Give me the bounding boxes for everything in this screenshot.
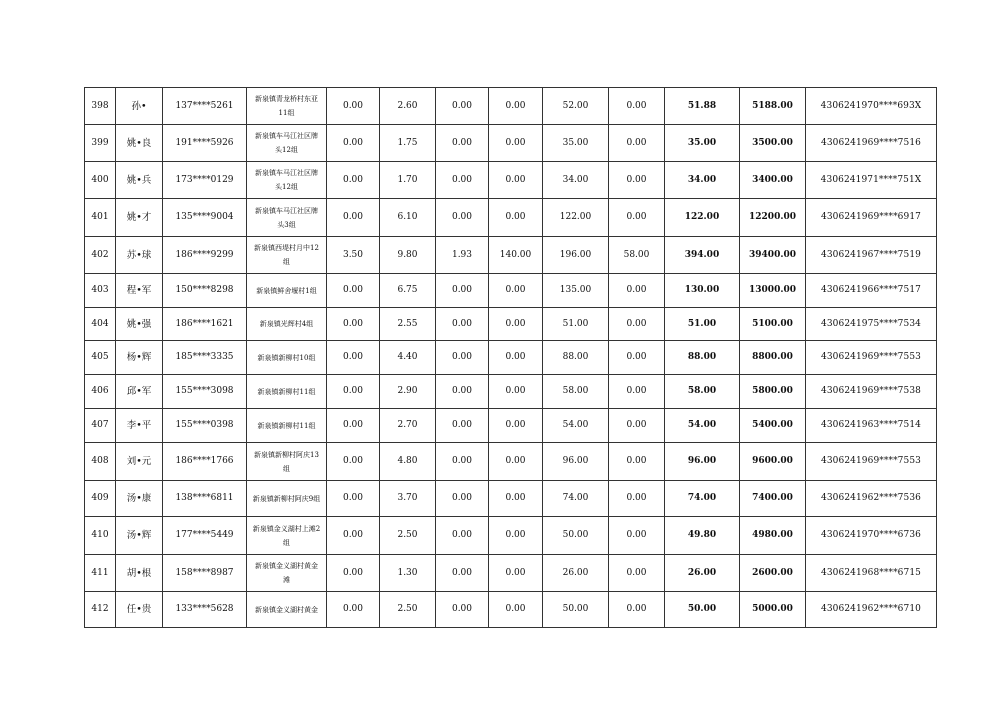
- cell-value-col-2: 6.10: [380, 199, 436, 237]
- cell-row-number: 407: [85, 409, 116, 443]
- cell-address: 新泉镇鲜舍堰村1组: [247, 274, 327, 308]
- cell-row-number: 406: [85, 375, 116, 409]
- cell-value-col-4: 0.00: [489, 308, 543, 341]
- cell-value-col-4: 0.00: [489, 409, 543, 443]
- cell-amount: 4980.00: [740, 517, 806, 555]
- cell-value-col-5: 58.00: [543, 375, 609, 409]
- cell-value-col-2: 2.55: [380, 308, 436, 341]
- cell-total-value: 50.00: [665, 592, 740, 628]
- cell-row-number: 404: [85, 308, 116, 341]
- cell-value-col-5: 74.00: [543, 481, 609, 517]
- cell-value-col-1: 0.00: [327, 555, 380, 592]
- cell-name: 杨•辉: [116, 341, 163, 375]
- cell-id-number: 4306241962****6710: [806, 592, 937, 628]
- cell-row-number: 411: [85, 555, 116, 592]
- cell-row-number: 398: [85, 88, 116, 125]
- table-row: [85, 199, 937, 237]
- cell-value-col-4: 0.00: [489, 592, 543, 628]
- cell-total-value: 96.00: [665, 443, 740, 481]
- cell-value-col-6: 0.00: [609, 592, 665, 628]
- cell-value-col-3: 0.00: [436, 481, 489, 517]
- cell-name: 汤•康: [116, 481, 163, 517]
- cell-name: 李•平: [116, 409, 163, 443]
- cell-row-number: 412: [85, 592, 116, 628]
- cell-phone: 191****5926: [163, 125, 247, 162]
- cell-value-col-5: 54.00: [543, 409, 609, 443]
- cell-total-value: 51.00: [665, 308, 740, 341]
- cell-value-col-5: 51.00: [543, 308, 609, 341]
- cell-value-col-4: 0.00: [489, 517, 543, 555]
- cell-value-col-6: 0.00: [609, 443, 665, 481]
- cell-value-col-4: 0.00: [489, 341, 543, 375]
- cell-phone: 177****5449: [163, 517, 247, 555]
- cell-value-col-1: 0.00: [327, 443, 380, 481]
- cell-value-col-2: 2.60: [380, 88, 436, 125]
- cell-value-col-4: 0.00: [489, 162, 543, 199]
- cell-value-col-3: 0.00: [436, 274, 489, 308]
- cell-value-col-1: 0.00: [327, 517, 380, 555]
- cell-value-col-5: 135.00: [543, 274, 609, 308]
- cell-value-col-5: 96.00: [543, 443, 609, 481]
- table-body: [85, 88, 937, 628]
- cell-row-number: 405: [85, 341, 116, 375]
- cell-value-col-6: 58.00: [609, 237, 665, 274]
- cell-value-col-6: 0.00: [609, 375, 665, 409]
- cell-value-col-3: 0.00: [436, 443, 489, 481]
- cell-address: 新泉镇新柳村阿庆9组: [247, 481, 327, 517]
- cell-name: 程•军: [116, 274, 163, 308]
- cell-value-col-6: 0.00: [609, 517, 665, 555]
- cell-value-col-6: 0.00: [609, 125, 665, 162]
- cell-amount: 12200.00: [740, 199, 806, 237]
- cell-phone: 155****3098: [163, 375, 247, 409]
- cell-address: 新泉镇西堤村月中12组: [247, 237, 327, 274]
- cell-value-col-1: 0.00: [327, 162, 380, 199]
- cell-amount: 5800.00: [740, 375, 806, 409]
- cell-value-col-5: 122.00: [543, 199, 609, 237]
- cell-id-number: 4306241969****7538: [806, 375, 937, 409]
- cell-id-number: 4306241969****7553: [806, 341, 937, 375]
- cell-amount: 5100.00: [740, 308, 806, 341]
- cell-value-col-4: 0.00: [489, 481, 543, 517]
- cell-phone: 186****1621: [163, 308, 247, 341]
- cell-total-value: 58.00: [665, 375, 740, 409]
- cell-value-col-1: 0.00: [327, 125, 380, 162]
- table-row: [85, 88, 937, 125]
- cell-phone: 138****6811: [163, 481, 247, 517]
- cell-address: 新泉镇车马江社区牌头12组: [247, 125, 327, 162]
- cell-row-number: 403: [85, 274, 116, 308]
- cell-amount: 13000.00: [740, 274, 806, 308]
- table-row: [85, 237, 937, 274]
- cell-id-number: 4306241966****7517: [806, 274, 937, 308]
- cell-amount: 5188.00: [740, 88, 806, 125]
- cell-total-value: 51.88: [665, 88, 740, 125]
- cell-row-number: 400: [85, 162, 116, 199]
- cell-value-col-5: 52.00: [543, 88, 609, 125]
- cell-id-number: 4306241969****7516: [806, 125, 937, 162]
- cell-name: 姚•良: [116, 125, 163, 162]
- cell-amount: 5400.00: [740, 409, 806, 443]
- cell-value-col-6: 0.00: [609, 199, 665, 237]
- cell-row-number: 402: [85, 237, 116, 274]
- cell-value-col-2: 2.50: [380, 517, 436, 555]
- table-row: [85, 162, 937, 199]
- cell-name: 姚•才: [116, 199, 163, 237]
- cell-value-col-3: 0.00: [436, 409, 489, 443]
- table-row: [85, 125, 937, 162]
- cell-total-value: 34.00: [665, 162, 740, 199]
- cell-value-col-3: 1.93: [436, 237, 489, 274]
- table-row: [85, 555, 937, 592]
- table-row: [85, 443, 937, 481]
- cell-id-number: 4306241969****6917: [806, 199, 937, 237]
- cell-value-col-1: 3.50: [327, 237, 380, 274]
- cell-total-value: 122.00: [665, 199, 740, 237]
- cell-value-col-1: 0.00: [327, 481, 380, 517]
- cell-id-number: 4306241970****693X: [806, 88, 937, 125]
- cell-name: 汤•辉: [116, 517, 163, 555]
- cell-value-col-3: 0.00: [436, 308, 489, 341]
- cell-amount: 3400.00: [740, 162, 806, 199]
- cell-phone: 135****9004: [163, 199, 247, 237]
- cell-id-number: 4306241975****7534: [806, 308, 937, 341]
- cell-id-number: 4306241970****6736: [806, 517, 937, 555]
- cell-address: 新泉镇金义湖村黄金: [247, 592, 327, 628]
- table-row: [85, 481, 937, 517]
- cell-row-number: 410: [85, 517, 116, 555]
- cell-address: 新泉镇车马江社区牌头3组: [247, 199, 327, 237]
- cell-address: 新泉镇新柳村阿庆13组: [247, 443, 327, 481]
- cell-value-col-1: 0.00: [327, 341, 380, 375]
- cell-phone: 133****5628: [163, 592, 247, 628]
- cell-value-col-1: 0.00: [327, 308, 380, 341]
- cell-value-col-3: 0.00: [436, 375, 489, 409]
- cell-name: 姚•兵: [116, 162, 163, 199]
- cell-value-col-6: 0.00: [609, 88, 665, 125]
- cell-id-number: 4306241969****7553: [806, 443, 937, 481]
- cell-row-number: 408: [85, 443, 116, 481]
- cell-value-col-6: 0.00: [609, 341, 665, 375]
- cell-value-col-2: 1.70: [380, 162, 436, 199]
- cell-name: 胡•根: [116, 555, 163, 592]
- cell-phone: 186****9299: [163, 237, 247, 274]
- cell-value-col-5: 50.00: [543, 592, 609, 628]
- table-row: [85, 517, 937, 555]
- cell-id-number: 4306241971****751X: [806, 162, 937, 199]
- cell-amount: 5000.00: [740, 592, 806, 628]
- cell-value-col-6: 0.00: [609, 409, 665, 443]
- cell-value-col-2: 6.75: [380, 274, 436, 308]
- cell-row-number: 399: [85, 125, 116, 162]
- cell-value-col-3: 0.00: [436, 517, 489, 555]
- cell-value-col-1: 0.00: [327, 274, 380, 308]
- table-row: [85, 274, 937, 308]
- cell-total-value: 49.80: [665, 517, 740, 555]
- cell-value-col-2: 1.75: [380, 125, 436, 162]
- cell-value-col-2: 2.50: [380, 592, 436, 628]
- cell-value-col-3: 0.00: [436, 592, 489, 628]
- cell-address: 新泉镇青龙桥村东亚11组: [247, 88, 327, 125]
- table-row: [85, 341, 937, 375]
- cell-amount: 7400.00: [740, 481, 806, 517]
- cell-amount: 39400.00: [740, 237, 806, 274]
- cell-address: 新泉镇新柳村10组: [247, 341, 327, 375]
- cell-value-col-4: 0.00: [489, 555, 543, 592]
- table-row: [85, 308, 937, 341]
- table-row: [85, 592, 937, 628]
- cell-total-value: 88.00: [665, 341, 740, 375]
- cell-value-col-5: 34.00: [543, 162, 609, 199]
- cell-name: 孙•: [116, 88, 163, 125]
- cell-phone: 137****5261: [163, 88, 247, 125]
- table-row: [85, 375, 937, 409]
- cell-value-col-3: 0.00: [436, 555, 489, 592]
- cell-phone: 158****8987: [163, 555, 247, 592]
- cell-phone: 185****3335: [163, 341, 247, 375]
- cell-value-col-3: 0.00: [436, 162, 489, 199]
- cell-value-col-6: 0.00: [609, 162, 665, 199]
- cell-value-col-5: 88.00: [543, 341, 609, 375]
- cell-value-col-4: 0.00: [489, 274, 543, 308]
- cell-address: 新泉镇车马江社区牌头12组: [247, 162, 327, 199]
- cell-name: 任•贵: [116, 592, 163, 628]
- cell-total-value: 130.00: [665, 274, 740, 308]
- cell-value-col-1: 0.00: [327, 592, 380, 628]
- cell-id-number: 4306241968****6715: [806, 555, 937, 592]
- cell-value-col-6: 0.00: [609, 308, 665, 341]
- cell-id-number: 4306241962****7536: [806, 481, 937, 517]
- cell-address: 新泉镇新柳村11组: [247, 409, 327, 443]
- cell-name: 邱•军: [116, 375, 163, 409]
- subsidy-table: [84, 87, 937, 628]
- cell-value-col-3: 0.00: [436, 341, 489, 375]
- cell-value-col-1: 0.00: [327, 199, 380, 237]
- cell-value-col-2: 4.40: [380, 341, 436, 375]
- cell-value-col-6: 0.00: [609, 481, 665, 517]
- cell-value-col-1: 0.00: [327, 409, 380, 443]
- cell-phone: 150****8298: [163, 274, 247, 308]
- cell-total-value: 54.00: [665, 409, 740, 443]
- cell-total-value: 74.00: [665, 481, 740, 517]
- cell-value-col-5: 50.00: [543, 517, 609, 555]
- cell-value-col-4: 0.00: [489, 443, 543, 481]
- cell-value-col-4: 0.00: [489, 199, 543, 237]
- cell-address: 新泉镇金义湖村黄金滩: [247, 555, 327, 592]
- cell-value-col-3: 0.00: [436, 199, 489, 237]
- cell-value-col-6: 0.00: [609, 555, 665, 592]
- cell-value-col-4: 0.00: [489, 88, 543, 125]
- table-row: [85, 409, 937, 443]
- cell-value-col-4: 140.00: [489, 237, 543, 274]
- cell-value-col-3: 0.00: [436, 88, 489, 125]
- cell-value-col-2: 2.70: [380, 409, 436, 443]
- cell-phone: 155****0398: [163, 409, 247, 443]
- cell-value-col-2: 4.80: [380, 443, 436, 481]
- cell-value-col-5: 196.00: [543, 237, 609, 274]
- cell-row-number: 409: [85, 481, 116, 517]
- cell-total-value: 35.00: [665, 125, 740, 162]
- cell-value-col-5: 35.00: [543, 125, 609, 162]
- cell-amount: 8800.00: [740, 341, 806, 375]
- cell-value-col-2: 1.30: [380, 555, 436, 592]
- cell-value-col-5: 26.00: [543, 555, 609, 592]
- cell-address: 新泉镇金义湖村上滩2组: [247, 517, 327, 555]
- cell-address: 新泉镇新柳村11组: [247, 375, 327, 409]
- cell-row-number: 401: [85, 199, 116, 237]
- cell-value-col-1: 0.00: [327, 88, 380, 125]
- cell-value-col-2: 2.90: [380, 375, 436, 409]
- cell-amount: 2600.00: [740, 555, 806, 592]
- cell-id-number: 4306241963****7514: [806, 409, 937, 443]
- cell-name: 刘•元: [116, 443, 163, 481]
- cell-value-col-4: 0.00: [489, 125, 543, 162]
- cell-total-value: 26.00: [665, 555, 740, 592]
- cell-value-col-4: 0.00: [489, 375, 543, 409]
- cell-value-col-1: 0.00: [327, 375, 380, 409]
- cell-amount: 9600.00: [740, 443, 806, 481]
- cell-value-col-6: 0.00: [609, 274, 665, 308]
- cell-value-col-3: 0.00: [436, 125, 489, 162]
- cell-id-number: 4306241967****7519: [806, 237, 937, 274]
- cell-name: 姚•强: [116, 308, 163, 341]
- cell-amount: 3500.00: [740, 125, 806, 162]
- cell-name: 苏•球: [116, 237, 163, 274]
- cell-address: 新泉镇光辉村4组: [247, 308, 327, 341]
- cell-value-col-2: 3.70: [380, 481, 436, 517]
- cell-phone: 173****0129: [163, 162, 247, 199]
- cell-phone: 186****1766: [163, 443, 247, 481]
- cell-value-col-2: 9.80: [380, 237, 436, 274]
- cell-total-value: 394.00: [665, 237, 740, 274]
